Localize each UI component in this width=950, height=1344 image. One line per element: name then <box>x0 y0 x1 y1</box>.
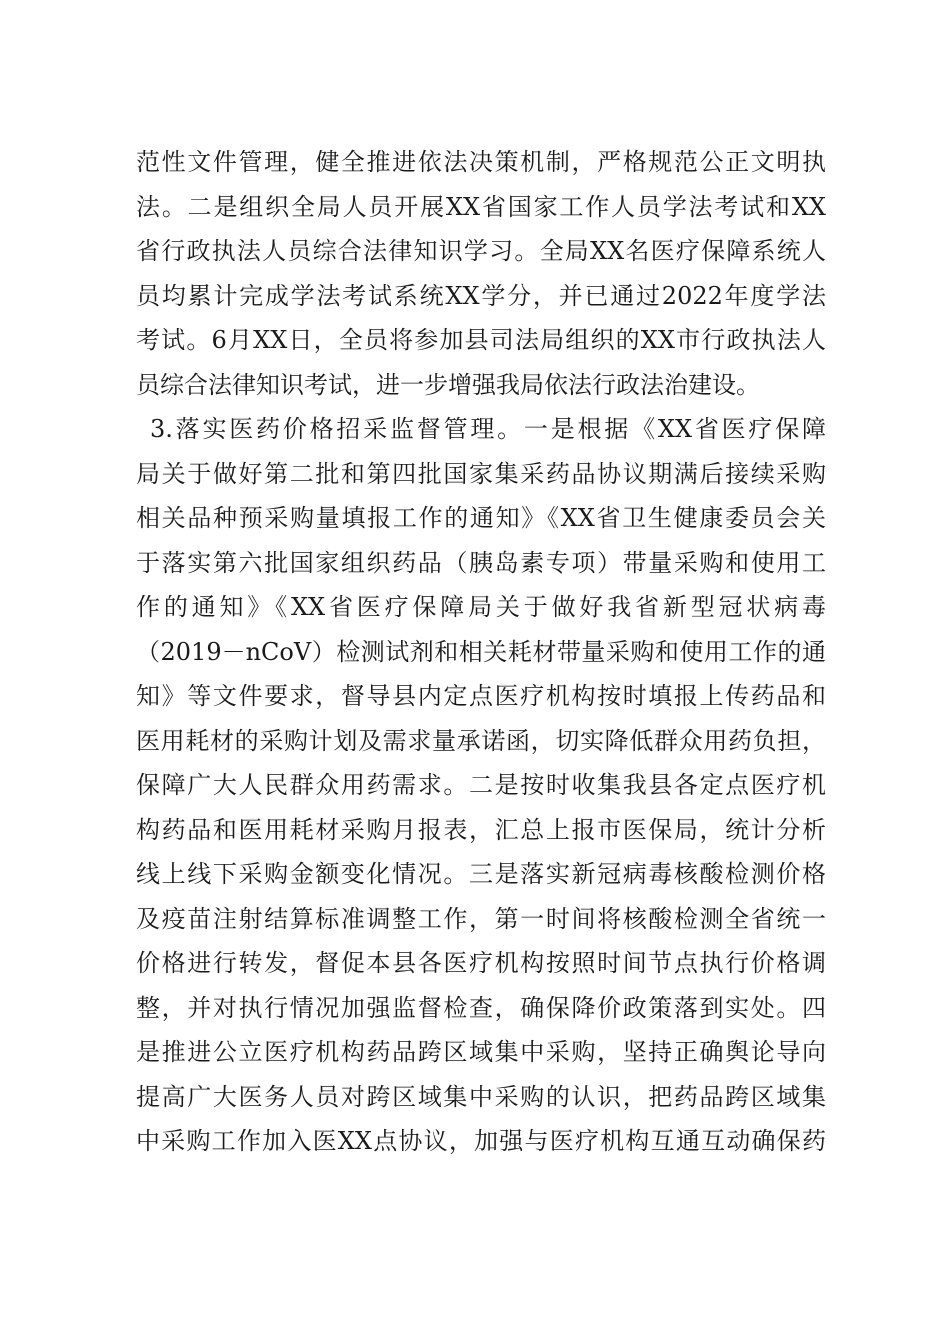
section-heading-line: 3.落实医药价格招采监督管理。一是根据《XX省医疗保障 <box>150 415 826 443</box>
text-line: 法。二是组织全局人员开展XX省国家工作人员学法考试和XX <box>136 192 826 221</box>
text-line: 是推进公立医疗机构药品跨区域集中采购，坚持正确舆论导向 <box>136 1038 826 1066</box>
text-line: 构药品和医用耗材采购月报表，汇总上报市医保局，统计分析 <box>136 815 826 844</box>
text-line: 整，并对执行情况加强监督检查，确保降价政策落到实处。四 <box>136 993 826 1022</box>
text-line: 医用耗材的采购计划及需求量承诺函，切实降低群众用药负担， <box>136 726 826 755</box>
text-line: 作的通知》《XX省医疗保障局关于做好我省新型冠状病毒 <box>136 593 826 621</box>
document-body <box>136 140 826 1164</box>
text-line: 知》等文件要求，督导县内定点医疗机构按时填报上传药品和 <box>136 682 826 710</box>
text-line: 范性文件管理，健全推进依法决策机制，严格规范公正文明执 <box>136 148 826 176</box>
text-line: 局关于做好第二批和第四批国家集采药品协议期满后接续采购 <box>136 459 826 488</box>
text-line: 员综合法律知识考试，进一步增强我局依法行政法治建设。 <box>136 370 760 399</box>
text-line: 省行政执法人员综合法律知识学习。全局XX名医疗保障系统人 <box>136 237 826 265</box>
text-line: 提高广大医务人员对跨区域集中采购的认识，把药品跨区域集 <box>136 1082 826 1111</box>
text-line: 及疫苗注射结算标准调整工作，第一时间将核酸检测全省统一 <box>136 904 826 933</box>
text-line: 保障广大人民群众用药需求。二是按时收集我县各定点医疗机 <box>136 771 826 799</box>
text-line: 中采购工作加入医XX点协议，加强与医疗机构互通互动确保药 <box>136 1127 826 1155</box>
text-line: 线上线下采购金额变化情况。三是落实新冠病毒核酸检测价格 <box>136 860 826 888</box>
text-line: 价格进行转发，督促本县各医疗机构按照时间节点执行价格调 <box>136 949 826 977</box>
text-line: 考试。6月XX日，全员将参加县司法局组织的XX市行政执法人 <box>136 326 826 354</box>
text-line: 相关品种预采购量填报工作的通知》《XX省卫生健康委员会关 <box>136 504 826 532</box>
text-line: （2019－nCoV）检测试剂和相关耗材带量采购和使用工作的通 <box>136 637 826 666</box>
text-line: 于落实第六批国家组织药品（胰岛素专项）带量采购和使用工 <box>136 548 826 577</box>
text-line: 员均累计完成学法考试系统XX学分，并已通过2022年度学法 <box>136 281 826 310</box>
